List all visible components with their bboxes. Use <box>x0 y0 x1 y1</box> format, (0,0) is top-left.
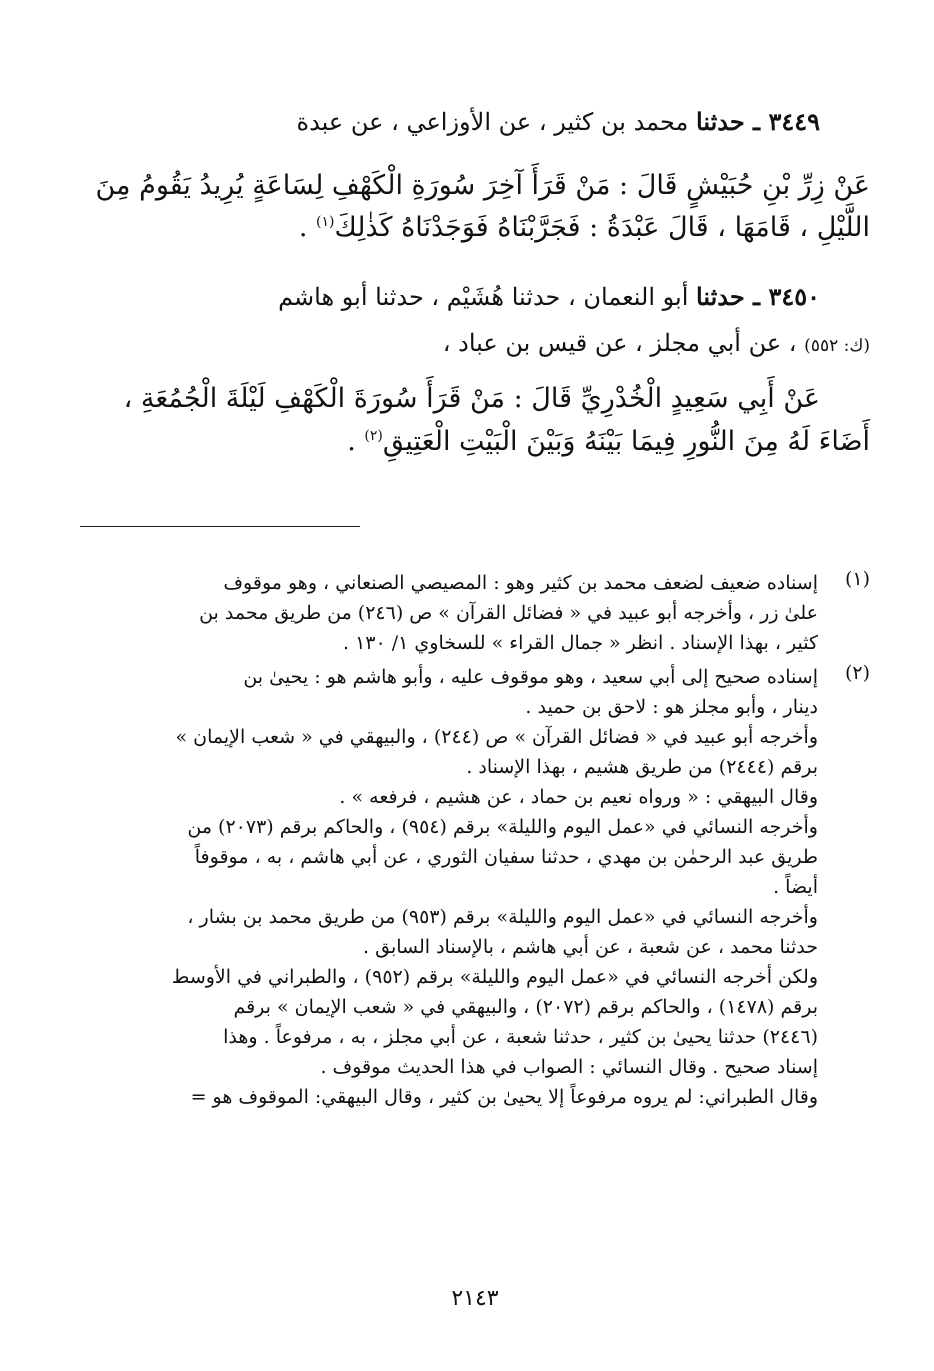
hadith-number: ٣٤٥٠ <box>768 282 820 311</box>
footnote-number: (٢) <box>844 662 870 684</box>
footnotes <box>80 568 870 1112</box>
chain-text: أبو النعمان ، حدثنا هُشَيْم ، حدثنا أبو هاشم <box>278 283 697 311</box>
footnote-1 <box>80 568 870 658</box>
footnote-line: إسناده ضعيف لضعف محمد بن كثير وهو : المصيصي الصنعاني ، وهو موقوف <box>223 572 818 594</box>
footnote-line: كثير ، بهذا الإسناد . انظر « جمال القراء » للسخاوي ١/ ١٣٠ . <box>342 632 818 654</box>
footnote-line: برقم (٢٤٤٤) من طريق هشيم ، بهذا الإسناد . <box>466 756 818 778</box>
footnote-line: وأخرجه النسائي في «عمل اليوم والليلة» برقم (٩٥٤) ، والحاكم برقم (٢٠٧٣) من <box>187 816 818 838</box>
hadith-text: اللَّيْلِ ، قَامَهَا ، قَالَ عَبْدَةُ : فَجَرَّبْنَاهُ فَوَجَدْنَاهُ كَذٰلِكَ <box>334 212 870 243</box>
hadith-3450-text-line2 <box>80 428 870 455</box>
footnote-line: أيضاً . <box>773 876 818 898</box>
footnote-line: إسناده صحيح إلى أبي سعيد ، وهو موقوف عليه ، وأبو هاشم هو : يحيىٰ بن <box>243 666 818 688</box>
footnote-divider <box>80 526 360 527</box>
footnote-number: (١) <box>844 568 870 590</box>
footnote-line: علىٰ زر ، وأخرجه أبو عبيد في « فضائل القرآن » ص (٢٤٦) من طريق محمد بن <box>199 602 818 624</box>
footnote-body <box>80 662 818 722</box>
footnote-line: (٢٤٤٦) حدثنا يحيىٰ بن كثير ، حدثنا شعبة ، عن أبي مجلز ، به ، مرفوعاً . وهذا <box>223 1026 818 1048</box>
footnote-line: حدثنا محمد ، عن شعبة ، عن أبي هاشم ، بالإسناد السابق . <box>363 936 818 958</box>
footnote-line: طريق عبد الرحمٰن بن مهدي ، حدثنا سفيان الثوري ، عن أبي هاشم ، به ، موقوفاً <box>194 846 818 868</box>
hadith-text: أَضَاءَ لَهُ مِنَ النُّورِ فِيمَا بَيْنَهُ وَبَيْنَ الْبَيْتِ الْعَتِيقِ <box>382 426 870 457</box>
footnote-line: دينار ، وأبو مجلز هو : لاحق بن حميد . <box>525 696 818 718</box>
hadith-3449-chain <box>80 107 870 136</box>
chain-label: حدثنا <box>696 282 745 311</box>
separator: ـ <box>744 282 769 311</box>
cross-ref: (ك: ٥٥٢) <box>804 336 870 356</box>
hadith-3450-chain-line2 <box>80 331 870 355</box>
text-end: . <box>298 212 317 243</box>
hadith-3450-chain-line1 <box>80 282 870 311</box>
footnote-ref-2: (٢) <box>364 428 383 444</box>
footnote-line: برقم (١٤٧٨) ، والحاكم برقم (٢٠٧٢) ، والبيهقي في « شعب الإيمان » برقم <box>233 996 818 1018</box>
footnote-line: وقال البيهقي : « ورواه نعيم بن حماد ، عن هشيم ، فرفعه » . <box>339 786 818 808</box>
hadith-3449-text-line2 <box>80 214 870 241</box>
hadith-number: ٣٤٤٩ <box>768 107 820 136</box>
document-page <box>80 0 870 1371</box>
chain-text: ، عن أبي مجلز ، عن قيس بن عباد ، <box>442 329 805 357</box>
page-number: ٢١٤٣ <box>451 1286 499 1311</box>
footnote-line: إسناد صحيح . وقال النسائي : الصواب في هذا الحديث موقوف . <box>320 1056 818 1078</box>
footnote-line: وقال الطبراني: لم يروه مرفوعاً إلا يحيىٰ بن كثير ، وقال البيهقي: الموقوف هو = <box>190 1086 818 1108</box>
main-text <box>80 107 870 457</box>
footnote-line: وأخرجه أبو عبيد في « فضائل القرآن » ص (٢٤٤) ، والبيهقي في « شعب الإيمان » <box>175 726 818 748</box>
footnote-ref-1: (١) <box>316 214 335 230</box>
footnote-line: وأخرجه النسائي في «عمل اليوم والليلة» برقم (٩٥٣) من طريق محمد بن بشار ، <box>187 906 818 928</box>
footnote-2-continuation <box>80 722 870 1112</box>
hadith-3450-text-line1: عَنْ أَبِي سَعِيدٍ الْخُدْرِيِّ قَالَ : مَنْ قَرَأَ سُورَةَ الْكَهْفِ لَيْلَةَ الْجُمُعَةِ ، <box>123 383 820 414</box>
footnote-2 <box>80 662 870 722</box>
chain-label: حدثنا <box>696 107 745 136</box>
footnote-line: ولكن أخرجه النسائي في «عمل اليوم والليلة» برقم (٩٥٢) ، والطبراني في الأوسط <box>171 966 818 988</box>
separator: ـ <box>744 107 769 136</box>
hadith-3449-text-line1: عَنْ زِرِّ بْنِ حُبَيْشٍ قَالَ : مَنْ قَرَأَ آخِرَ سُورَةِ الْكَهْفِ لِسَاعَةٍ يُرِيدُ يَقُومُ مِنَ <box>95 170 870 201</box>
chain-text: محمد بن كثير ، عن الأوزاعي ، عن عبدة <box>296 108 697 136</box>
footnote-body <box>80 568 818 658</box>
text-end: . <box>347 426 365 457</box>
